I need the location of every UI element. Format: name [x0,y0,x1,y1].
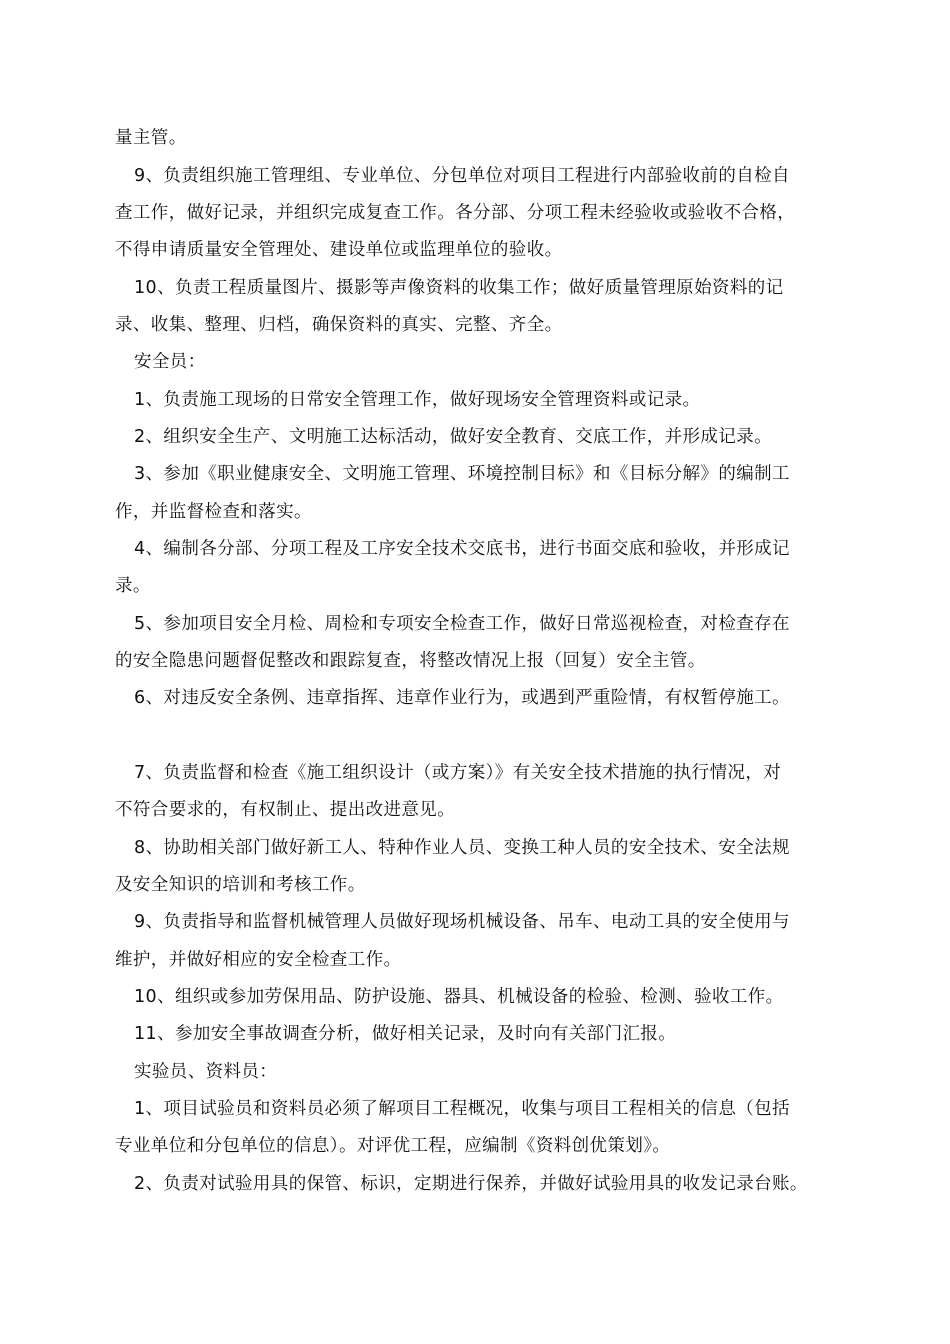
text-line: 量主管。 [115,128,187,148]
text-line: 1、项目试验员和资料员必须了解项目工程概况，收集与项目工程相关的信息（包括 [134,1099,790,1119]
section-heading: 安全员： [134,352,206,372]
text-line: 维护，并做好相应的安全检查工作。 [115,950,402,970]
text-line: 9、负责组织施工管理组、专业单位、分包单位对项目工程进行内部验收前的自检自 [134,166,790,186]
text-line: 7、负责监督和检查《施工组织设计（或方案）》有关安全技术措施的执行情况，对 [134,763,782,783]
text-line: 9、负责指导和监督机械管理人员做好现场机械设备、吊车、电动工具的安全使用与 [134,912,790,932]
section-heading: 实验员、资料员： [134,1062,278,1082]
text-line: 不得申请质量安全管理处、建设单位或监理单位的验收。 [115,240,563,260]
text-line: 及安全知识的培训和考核工作。 [115,875,366,895]
text-line: 专业单位和分包单位的信息）。对评优工程，应编制《资料创优策划》。 [115,1136,671,1156]
text-line: 11、参加安全事故调查分析，做好相关记录，及时向有关部门汇报。 [134,1024,677,1044]
text-line: 6、对违反安全条例、违章指挥、违章作业行为，或遇到严重险情，有权暂停施工。 [134,688,790,708]
text-line: 3、参加《职业健康安全、文明施工管理、环境控制目标》和《目标分解》的编制工 [134,464,790,484]
text-line: 查工作，做好记录，并组织完成复查工作。各分部、分项工程未经验收或验收不合格， [115,203,796,223]
text-line: 作，并监督检查和落实。 [115,502,312,522]
text-line: 4、编制各分部、分项工程及工序安全技术交底书，进行书面交底和验收，并形成记 [134,539,790,559]
text-line: 录。 [115,576,151,596]
text-line: 1、负责施工现场的日常安全管理工作，做好现场安全管理资料或记录。 [134,390,701,410]
text-line: 不符合要求的，有权制止、提出改进意见。 [115,800,456,820]
text-line: 5、参加项目安全月检、周检和专项安全检查工作，做好日常巡视检查，对检查存在 [134,614,790,634]
text-line: 10、组织或参加劳保用品、防护设施、器具、机械设备的检验、检测、验收工作。 [134,987,784,1007]
text-line: 录、收集、整理、归档，确保资料的真实、完整、齐全。 [115,315,563,335]
text-line: 10、负责工程质量图片、摄影等声像资料的收集工作；做好质量管理原始资料的记 [134,278,784,298]
text-line: 8、协助相关部门做好新工人、特种作业人员、变换工种人员的安全技术、安全法规 [134,838,790,858]
text-line: 2、组织安全生产、文明施工达标活动，做好安全教育、交底工作，并形成记录。 [134,427,773,447]
text-line: 2、负责对试验用具的保管、标识，定期进行保养，并做好试验用具的收发记录台账。 [134,1174,808,1194]
text-line: 的安全隐患问题督促整改和跟踪复查，将整改情况上报（回复）安全主管。 [115,651,706,671]
